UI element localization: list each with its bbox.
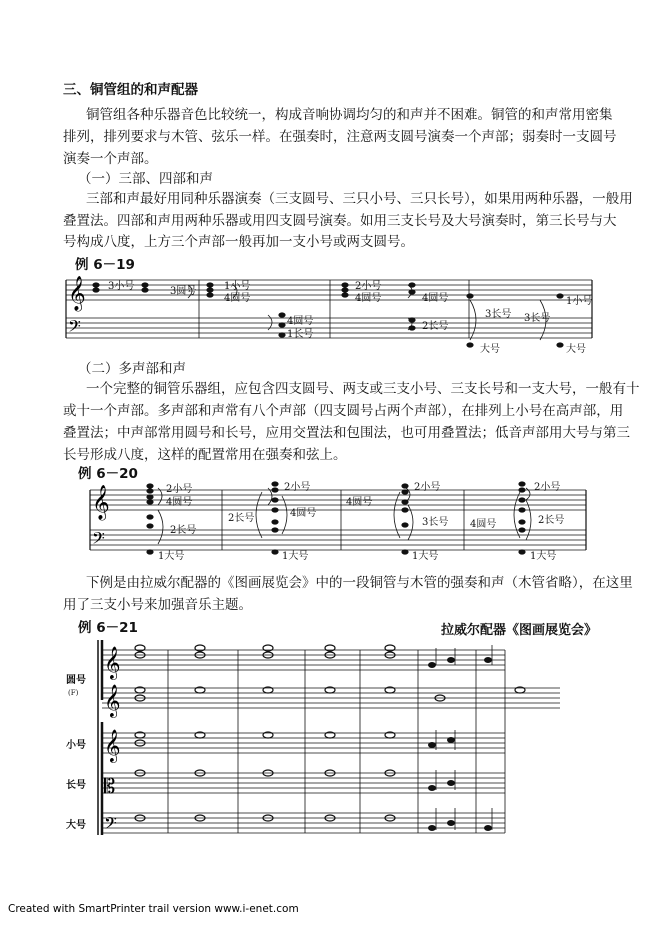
ex19-label-m3b: 4圆号 xyxy=(224,293,251,304)
example-6-19-label: 例 6－19 xyxy=(75,257,135,273)
svg-text:𝄢: 𝄢 xyxy=(68,316,81,340)
sub1-line-1: 三部和声最好用同种乐器演奏（三支圆号、三只小号、三只长号），如果用两种乐器，一般用 xyxy=(86,191,633,207)
svg-text:𝄞: 𝄞 xyxy=(104,646,121,679)
ex20-m4-trombone: 2长号 xyxy=(538,515,565,526)
ex19-label-m4a: 2小号 xyxy=(355,281,382,292)
intro-line-2: 排列，排列要求与木管、弦乐一样。在强奏时，注意两支圆号演奏一个声部；弱奏时一支圆号 xyxy=(63,129,617,145)
sub2-line-4: 长号形成八度，这样的配置常用在强奏和弦上。 xyxy=(63,447,347,463)
ex20-m3-trombone: 3长号 xyxy=(422,517,449,528)
ex21-attribution: 拉威尔配器《图画展览会》 xyxy=(441,623,598,638)
svg-text:𝄢: 𝄢 xyxy=(104,813,117,837)
ex20-m3-tuba: 1大号 xyxy=(412,551,439,562)
svg-text:𝄞: 𝄞 xyxy=(68,276,86,311)
ex20-m4-horn: 4圆号 xyxy=(470,519,497,530)
ex19-label-m1: 3小号 xyxy=(108,281,135,292)
ex19-label-m7c: 大号 xyxy=(566,344,586,355)
sub2-line-2: 或十一个声部。多声部和声常有八个声部（四支圆号占两个声部），在排列上小号在高声部，用 xyxy=(63,403,624,419)
ex19-label-m4b: 4圆号 xyxy=(355,293,382,304)
footer-watermark: Created with SmartPrinter trail version www.i-enet.com xyxy=(8,903,299,915)
ex21-label-tuba: 大号 xyxy=(66,820,86,831)
ex21-intro-line-1: 下例是由拉威尔配器的《图画展览会》中的一段铜管与木管的强奏和声（木管省略），在这里 xyxy=(86,575,633,591)
ex20-m3-horn: 4圆号 xyxy=(346,497,373,508)
ex19-label-m5a: 4圆号 xyxy=(422,293,449,304)
ex21-label-trombone: 长号 xyxy=(66,780,86,791)
ex19-label-m7b: 3长号 xyxy=(524,313,551,324)
ex20-m4-tuba: 1大号 xyxy=(530,551,557,562)
ex19-label-m6a: 3长号 xyxy=(485,309,512,320)
ex21-intro-line-2: 用了三支小号来加强音乐主题。 xyxy=(63,597,252,613)
ex19-label-m3d: 1长号 xyxy=(287,329,314,340)
ex19-label-m2: 3圆号 xyxy=(170,286,197,297)
ex20-m2-trumpet: 2小号 xyxy=(284,482,311,493)
ex19-label-m3a: 1小号 xyxy=(224,281,251,292)
ex19-label-m6b: 大号 xyxy=(480,344,500,355)
ex20-m1-trombone: 2长号 xyxy=(170,525,197,536)
ex20-m1-trumpet: 2小号 xyxy=(166,484,193,495)
sub2-line-3: 叠置法；中声部常用圆号和长号，应用交置法和包围法，也可用叠置法；低音声部用大号与第三 xyxy=(63,425,630,441)
ex20-m4-trumpet: 2小号 xyxy=(534,482,561,493)
svg-text:𝄞: 𝄞 xyxy=(92,485,110,520)
example-6-20-label: 例 6－20 xyxy=(78,466,138,482)
ex21-label-trumpet: 小号 xyxy=(66,740,86,751)
ex20-m3-trumpet: 2小号 xyxy=(414,482,441,493)
svg-text:𝄡: 𝄡 xyxy=(104,774,116,798)
ex19-label-m3c: 4圆号 xyxy=(287,316,314,327)
svg-text:𝄞: 𝄞 xyxy=(104,729,121,762)
intro-line-1: 铜管组各种乐器音色比较统一，构成音响协调均匀的和声并不困难。铜管的和声常用密集 xyxy=(86,107,613,123)
section-heading: 三、铜管组的和声配器 xyxy=(63,82,198,98)
sub2-heading: （二）多声部和声 xyxy=(78,361,186,377)
svg-text:𝄢: 𝄢 xyxy=(92,528,105,552)
ex20-m2-tuba: 1大号 xyxy=(282,551,309,562)
sub1-line-3: 号构成八度，上方三个声部一般再加一支小号或两支圆号。 xyxy=(63,234,414,250)
ex20-m1-tuba: 1大号 xyxy=(158,551,185,562)
intro-line-3: 演奏一个声部。 xyxy=(63,151,158,167)
ex20-m1-horn: 4圆号 xyxy=(166,497,193,508)
ex21-label-horn-f: (F) xyxy=(68,689,79,697)
example-6-21-label: 例 6－21 xyxy=(78,620,138,636)
sub2-line-1: 一个完整的铜管乐器组，应包含四支圆号、两支或三支小号、三支长号和一支大号，一般有十 xyxy=(86,381,640,397)
ex19-label-m5b: 2长号 xyxy=(422,321,449,332)
ex19-label-m7a: 1小号 xyxy=(566,296,593,307)
sub1-line-2: 叠置法。四部和声用两种乐器或用四支圆号演奏。如用三支长号及大号演奏时，第三长号与大 xyxy=(63,213,617,229)
ex20-m2-horn: 4圆号 xyxy=(290,508,317,519)
ex21-label-horn: 圆号 xyxy=(66,675,86,686)
ex20-m2-trombone: 2长号 xyxy=(228,513,255,524)
sub1-heading: （一）三部、四部和声 xyxy=(78,171,213,187)
svg-text:𝄞: 𝄞 xyxy=(104,684,121,717)
